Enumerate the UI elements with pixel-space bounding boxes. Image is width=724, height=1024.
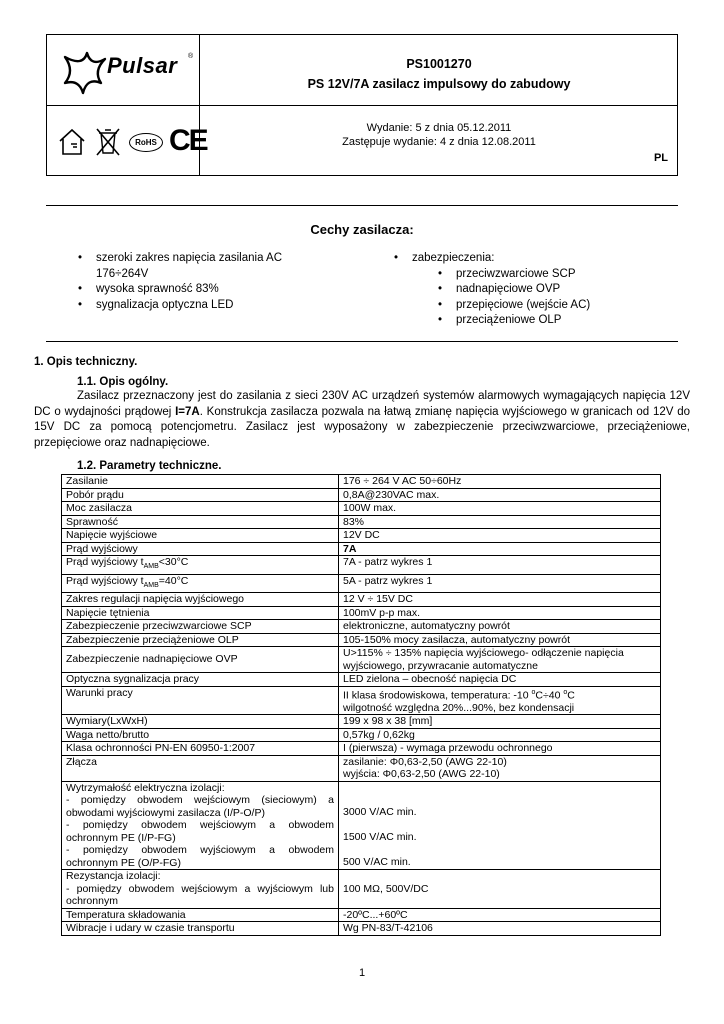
features-list-left (78, 251, 326, 313)
language-code: PL (653, 152, 668, 164)
list-item: • nadnapięciowe OVP (438, 283, 561, 295)
page-number: 1 (358, 967, 366, 979)
indoor-use-icon (57, 127, 87, 157)
list-item: • szeroki zakres napięcia zasilania AC 176÷264V (78, 252, 283, 280)
certification-icons (57, 124, 207, 159)
general-description: Zasilacz przeznaczony jest do zasilania z sieci 230V AC urządzeń systemów alarmowych wymagających napięcia 12V DC o wydajności prądowej I=7A. Konstrukcja zasilacza pozwala na łatwą zmianę napięcia wyjściowego w granicach od 12V do 15V DC za pomocą potencjometru. Zasilacz jest wyposażony w zabezpieczenie przeciwzwarciowe, przeciążeniowe, przepięciowe oraz nadnapięciowe. (34, 390, 691, 449)
table-row: Sprawność 83% (62, 515, 661, 529)
list-item: • przepięciowe (wejście AC) (438, 298, 591, 311)
table-row: Wibracje i udary w czasie transportu Wg PN-83/T-42106 (62, 922, 661, 936)
table-row: Prąd wyjściowy 7A (62, 542, 661, 556)
table-row: Napięcie tętnienia 100mV p-p max. (62, 606, 661, 620)
document-id: PS1001270 (406, 57, 472, 71)
features-top-rule (46, 205, 678, 206)
edition-info: Wydanie: 5 z dnia 05.12.2011 (366, 122, 512, 134)
section-title: 1. Opis techniczny. (34, 356, 138, 368)
weee-bin-icon (95, 127, 121, 157)
table-row: Zabezpieczenie przeciwzwarciowe SCP elektroniczne, automatyczny powrót (62, 620, 661, 634)
table-row: Złącza zasilanie: Φ0,63-2,50 (AWG 22-10) wyjścia: Φ0,63-2,50 (AWG 22-10) (62, 755, 661, 781)
technical-parameters-table (61, 474, 661, 936)
table-row: Prąd wyjściowy $t_{AMB}<30^\circ C$ 7A - patrz wykres 1 (62, 556, 661, 575)
table-row: Zabezpieczenie przeciążeniowe OLP 105-150% mocy zasilacza, automatyczny powrót (62, 633, 661, 647)
table-row: Prąd wyjściowy $t_{AMB}=40^\circ C$ 5A - patrz wykres 1 (62, 574, 661, 593)
list-item: • przeciwzwarciowe SCP (438, 267, 576, 280)
pulsar-logo (61, 49, 194, 99)
table-row: Zasilanie 176 ÷ 264 V AC 50÷60Hz (62, 475, 661, 489)
rohs-badge: RoHS (129, 133, 163, 152)
table-row: Moc zasilacza 100W max. (62, 502, 661, 516)
features-bottom-rule (46, 341, 678, 342)
features-list-right (394, 251, 662, 329)
document-header (46, 34, 678, 176)
table-row: Warunki pracy II klasa środowiskowa, temperatura: -10 $^o$C÷40 $^o$C wilgotność względna 20%...90%, bez kondensacji (62, 686, 661, 715)
table-row: Wytrzymałość elektryczna izolacji: - pomiędzy obwodem wejściowym (sieciowym) a obwodami wyjściowymi zasilacza (I/P-O/P) - pomiędzy obwodem wejściowym a obwodem ochronnym PE (I/P-FG) - pomiędzy obwodem wyjściowym a obwodem ochronnym PE (O/P-FG) 3000 V/AC min. 1500 V/AC min. 500 V/AC min. (62, 781, 661, 870)
list-item: • wysoka sprawność 83% (78, 283, 219, 295)
table-row: Pobór prądu 0,8A@230VAC max. (62, 488, 661, 502)
brand-name: Pulsar (107, 53, 178, 78)
subsection-title: 1.1. Opis ogólny. (77, 376, 169, 388)
document-title: PS 12V/7A zasilacz impulsowy do zabudowy (307, 77, 571, 91)
table-row: Zabezpieczenie nadnapięciowe OVP U>115% ÷ 135% napięcia wyjściowego- odłączenie napięcia wyjściowego, przywracanie automatyczne (62, 647, 661, 673)
table-row: Klasa ochronności PN-EN 60950-1:2007 I (pierwsza) - wymaga przewodu ochronnego (62, 742, 661, 756)
header-divider-horizontal (47, 105, 678, 106)
table-row: Waga netto/brutto 0,57kg / 0,62kg (62, 728, 661, 742)
table-row: Napięcie wyjściowe 12V DC (62, 529, 661, 543)
table-row: Temperatura składowania -20ºC...+60ºC (62, 908, 661, 922)
features-title: Cechy zasilacza: (310, 222, 414, 237)
list-item: • przeciążeniowe OLP (438, 314, 562, 326)
table-row: Zakres regulacji napięcia wyjściowego 12 V ÷ 15V DC (62, 593, 661, 607)
list-item: • zabezpieczenia: (394, 252, 495, 264)
table-row: Optyczna sygnalizacja pracy LED zielona – obecność napięcia DC (62, 673, 661, 687)
registered-mark: ® (188, 53, 194, 60)
table-row: Rezystancja izolacji: - pomiędzy obwodem wejściowym a wyjściowym lub ochronnym 100 MΩ, 500V/DC (62, 870, 661, 909)
table-row: Wymiary(LxWxH) 199 x 98 x 38 [mm] (62, 715, 661, 729)
list-item: • sygnalizacja optyczna LED (78, 298, 234, 311)
ce-mark: CE (169, 124, 207, 157)
subsection-title: 1.2. Parametry techniczne. (77, 460, 222, 472)
replaces-info: Zastępuje wydanie: 4 z dnia 12.08.2011 (342, 136, 536, 148)
